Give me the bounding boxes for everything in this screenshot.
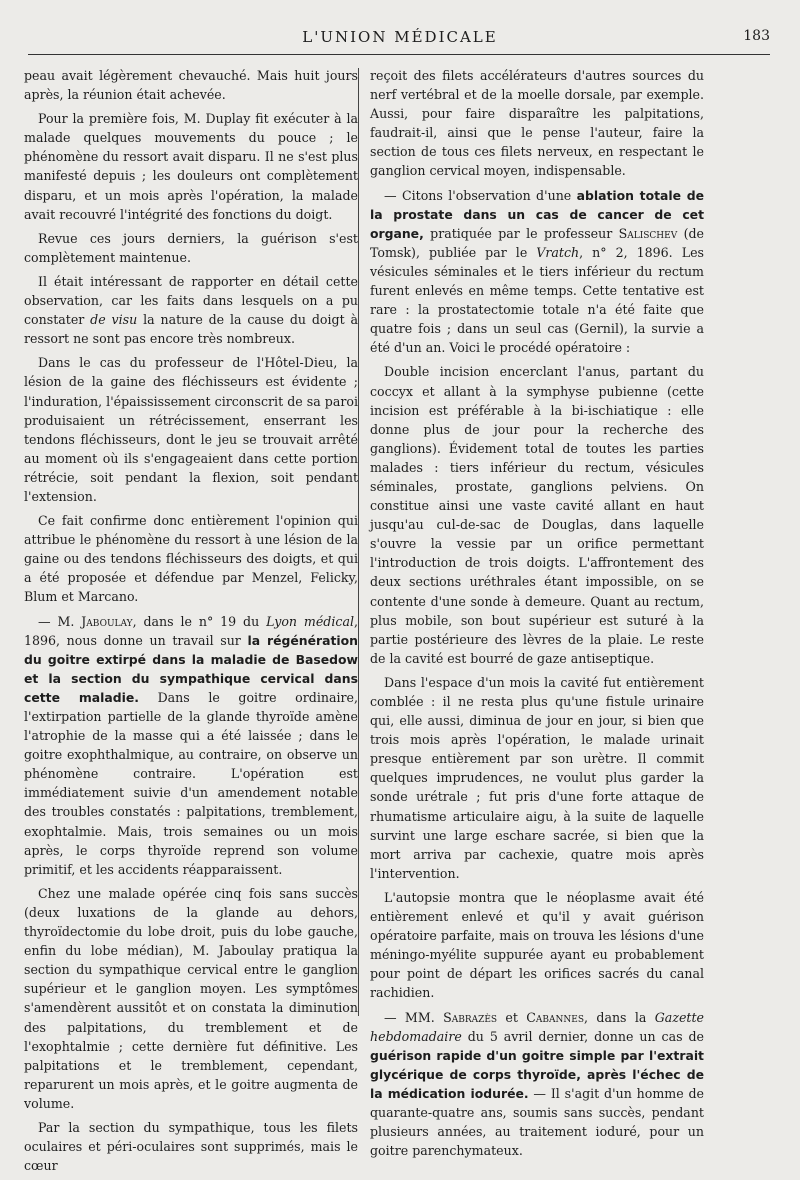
journal-name: Gazette hebdomadaire xyxy=(370,1009,704,1044)
text: , n° 2, 1896. Les vésicules séminales et le tiers inférieur du rectum furent enlevés en même temps. Cette tentative est rare : la prostatectomie totale n'a été faite que quatre fois ; dans un seul cas (Gernil), la survie a été d'un an. Voici le procédé opératoire : xyxy=(370,244,704,356)
paragraph: reçoit des filets accélérateurs d'autres sources du nerf vertébral et de la moelle dorsale, par exemple. Aussi, pour faire disparaître les palpitations, faudrait-il, ainsi que le pense l'auteur, faire la section de tous ces filets nerveux, en respectant le ganglion cervical moyen, indispensable. xyxy=(370,68,704,179)
page-number: 183 xyxy=(743,28,770,44)
paragraph: L'autopsie montra que le néoplasme avait été entièrement enlevé et qu'il y avait guérison opératoire parfaite, mais on trouva les lésions d'une méningo-myélite suppurée ayant eu probablement pour point de départ les orifices sacrés du canal rachidien. xyxy=(370,889,704,1001)
header-rule xyxy=(28,54,770,55)
bold-heading: la régénération du goitre extirpé dans la maladie de Basedow et la section du sympathique cervical dans cette maladie. xyxy=(24,632,358,705)
left-column xyxy=(24,66,358,1180)
text: , 1896, nous donne un travail sur xyxy=(24,613,359,648)
paragraph xyxy=(370,1008,704,1161)
journal-name: Vratch xyxy=(536,244,580,260)
bold-heading: guérison rapide d'un goitre simple par l'extrait glycérique de corps thyroïde, après l'échec de la médication iodurée. xyxy=(370,1047,704,1101)
paragraph: peau avait légèrement chevauché. Mais huit jours après, la réunion était achevée. xyxy=(24,68,358,103)
text: Dans le goitre ordinaire, l'extirpation partielle de la glande thyroïde amène l'atrophie de la masse qui a été laissée ; dans le goitre exophthalmique, au contraire, on observe un phénomène contraire. L'opération est immédiatement suivie d'un amendement notable des troubles constatés : palpitations, tremblement, exophtalmie. Mais, trois semaines ou un mois après, le corps thyroïde reprend son volume primitif, et les accidents réapparaissent. xyxy=(24,689,358,877)
author-name: Salischev xyxy=(618,225,678,241)
column-divider xyxy=(358,68,359,1016)
text: — MM. xyxy=(384,1009,444,1025)
text: — Il s'agit d'un homme de quarante-quatre ans, soumis sans succès, pendant plusieurs années, au traitement ioduré, pour un goitre parenchymateux. xyxy=(370,1085,704,1159)
author-name: Cabannes xyxy=(526,1009,585,1025)
paragraph: Chez une malade opérée cinq fois sans succès (deux luxations de la glande au dehors, thyroïdectomie du lobe droit, puis du lobe gauche, enfin du lobe médian), M. Jaboulay pratiqua la section du sympathique cervical entre le ganglion supérieur et le ganglion moyen. Les symptômes s'amendèrent aussitôt et on constata la diminution des palpitations, du tremblement et de l'exophtalmie ; cette dernière fut définitive. Les palpitations et le tremblement, cependant, reparurent un mois après, et le goitre augmenta de volume. xyxy=(24,885,358,1111)
author-name: Sabrazès xyxy=(443,1009,498,1025)
paragraph: Dans le cas du professeur de l'Hôtel-Dieu, la lésion de la gaine des fléchisseurs est évidente ; l'induration, l'épaississement circonscrit de sa paroi produisaient un rétrécissement, enserrant les tendons fléchisseurs, dont le jeu se trouvait arrêté au moment où ils s'engageaient dans cette portion rétrécie, soit pendant la flexion, soit pendant l'extension. xyxy=(24,355,358,504)
paragraph: Dans l'espace d'un mois la cavité fut entièrement comblée : il ne resta plus qu'une fistule urinaire qui, elle aussi, diminua de jour en jour, si bien que trois mois après l'opération, le malade urinait presque entièrement par son urètre. Il commit quelques imprudences, ne voulut plus garder la sonde urétrale ; fut pris d'une forte attaque de rhumatisme articulaire aigu, à la suite de laquelle survint une large eschare sacrée, si bien que la mort arriva par cachexie, quatre mois après l'intervention. xyxy=(370,674,704,881)
paragraph xyxy=(370,186,704,358)
journal-title: L'UNION MÉDICALE xyxy=(302,28,498,46)
text: du 5 avril dernier, donne un cas de xyxy=(461,1028,704,1044)
paragraph: Pour la première fois, M. Duplay fit exécuter à la malade quelques mouvements du pouce ; le phénomène du ressort avait disparu. Il ne s'est plus manifesté depuis ; les douleurs ont complètement disparu, et un mois après l'opération, la malade avait recouvré l'intégrité des fonctions du doigt. xyxy=(24,111,358,222)
paragraph: Double incision encerclant l'anus, partant du coccyx et allant à la symphyse pubienne (cette incision est préférable à la bi-ischiatique : elle donne plus de jour pour la recherche des ganglions). Évidement total de toutes les parties malades : tiers inférieur du rectum, vésicules séminales, prostate, ganglions pelviens. On constitue ainsi une vaste cavité allant en haut jusqu'au cul-de-sac de Douglas, dans laquelle s'ouvre la vessie par un orifice permettant l'introduction de trois doigts. L'affrontement des deux sections uréthrales étant impossible, on se contente d'une sonde à demeure. Quant au rectum, plus mobile, son bout supérieur est suturé à la partie postérieure des lèvres de la plaie. Le reste de la cavité est bourré de gaze antiseptique. xyxy=(370,364,704,666)
text: — Citons l'observation d'une xyxy=(384,187,577,203)
paragraph: Revue ces jours derniers, la guérison s'est complètement maintenue. xyxy=(24,230,358,265)
text: pratiquée par le professeur xyxy=(423,225,619,241)
text: et xyxy=(497,1009,527,1025)
text: Il était intéressant de rapporter en détail cette observation, car les faits dans lesquels on a pu constater xyxy=(24,273,358,328)
text: , dans la xyxy=(584,1009,655,1025)
italic-phrase: de visu xyxy=(90,312,138,328)
text: , dans le n° 19 du xyxy=(132,613,267,629)
running-header xyxy=(30,24,770,48)
paragraph xyxy=(24,272,358,348)
right-column xyxy=(370,66,704,1165)
paragraph: Ce fait confirme donc entièrement l'opinion qui attribue le phénomène du ressort à une lésion de la gaine ou des tendons fléchisseurs des doigts, et qui a été proposée et défendue par Menzel, Felicky, Blum et Marcano. xyxy=(24,513,358,605)
paragraph: Par la section du sympathique, tous les filets oculaires et péri-oculaires sont supprimés, mais le cœur xyxy=(24,1119,358,1174)
bold-heading: ablation totale de la prostate dans un cas de cancer de cet organe, xyxy=(370,187,704,241)
text: la nature de la cause du doigt à ressort ne sont pas encore très nombreux. xyxy=(24,312,358,347)
author-name: Jaboulay xyxy=(81,613,133,629)
journal-name: Lyon médical xyxy=(266,613,354,629)
text: (de Tomsk), publiée par le xyxy=(370,225,704,260)
text: — M. xyxy=(38,613,82,629)
paragraph xyxy=(24,612,358,879)
